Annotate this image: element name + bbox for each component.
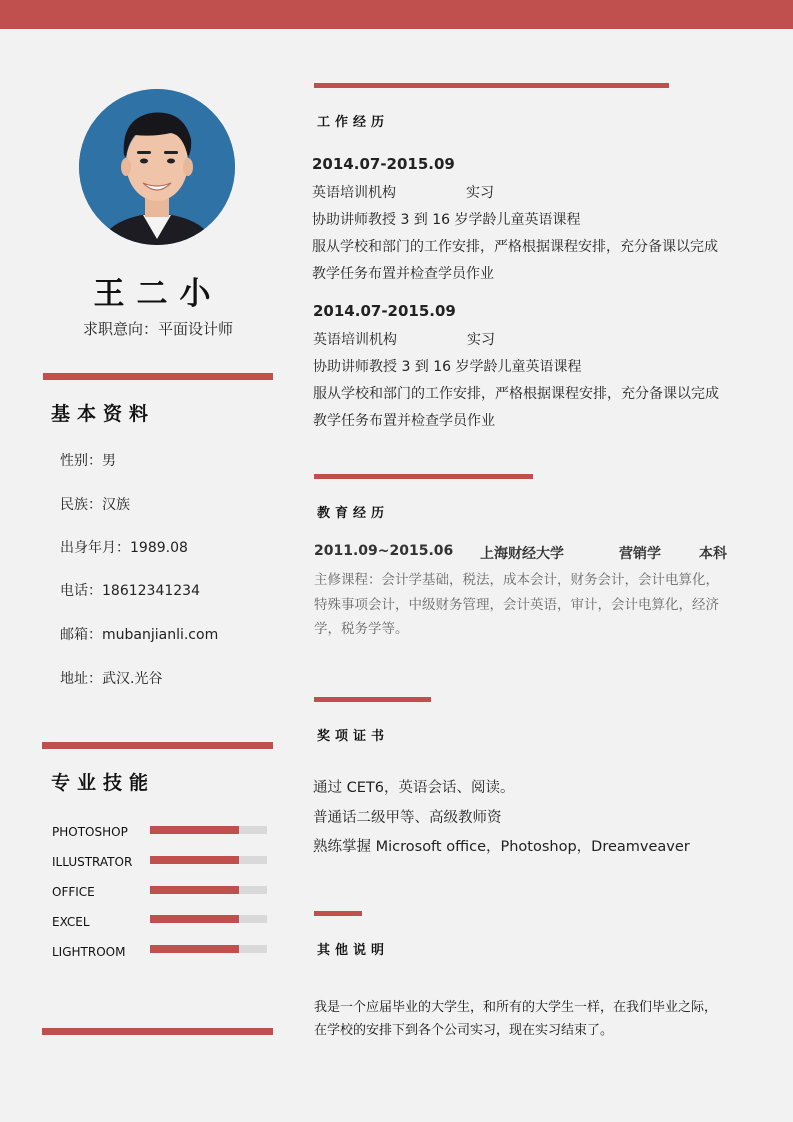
skill-bar <box>150 826 267 834</box>
job-duty: 服从学校和部门的工作安排，严格根据课程安排，充分备课以完成 <box>313 386 719 402</box>
skill-bar-fill <box>150 945 239 953</box>
divider <box>314 474 533 479</box>
skill-name: LIGHTROOM <box>52 945 126 959</box>
divider <box>314 911 362 916</box>
job-duty: 教学任务布置并检查学员作业 <box>312 266 494 282</box>
job-role: 实习 <box>467 332 495 348</box>
certificate-item: 熟练掌握 Microsoft office，Photoshop，Dreamveaver <box>313 839 690 855</box>
divider <box>42 742 273 749</box>
divider <box>314 83 669 88</box>
candidate-name: 王二小 <box>93 276 223 312</box>
person-photo-icon <box>79 89 235 245</box>
education-courses: 特殊事项会计，中级财务管理，会计英语，审计，会计电算化，经济 <box>314 597 719 613</box>
job-date: 2014.07-2015.09 <box>313 302 456 320</box>
other-title: 其他说明 <box>317 943 390 958</box>
divider <box>314 697 431 702</box>
certificates-title: 奖项证书 <box>317 729 390 744</box>
skill-bar-fill <box>150 856 239 864</box>
skill-name: OFFICE <box>52 885 95 899</box>
certificate-item: 通过 CET6，英语会话、阅读。 <box>313 780 515 796</box>
skill-bar <box>150 856 267 864</box>
job-objective: 求职意向：平面设计师 <box>82 320 233 338</box>
divider <box>42 1028 273 1035</box>
job-duty: 协助讲师教授 3 到 16 岁学龄儿童英语课程 <box>313 359 582 375</box>
skill-bar <box>150 945 267 953</box>
job-duty: 协助讲师教授 3 到 16 岁学龄儿童英语课程 <box>312 212 581 228</box>
info-phone: 电话：18612341234 <box>60 583 200 599</box>
education-period: 2011.09~2015.06 <box>314 543 454 559</box>
job-duty: 教学任务布置并检查学员作业 <box>313 413 495 429</box>
education-courses: 学，税务学等。 <box>314 621 409 637</box>
info-email: 邮箱：mubanjianli.com <box>60 627 219 643</box>
skill-bar-fill <box>150 886 239 894</box>
job-date: 2014.07-2015.09 <box>312 155 455 173</box>
job-org: 英语培训机构 <box>312 185 396 201</box>
education-title: 教育经历 <box>317 506 390 521</box>
skill-bar <box>150 886 267 894</box>
certificate-item: 普通话二级甲等、高级教师资 <box>313 810 502 826</box>
avatar <box>79 89 235 245</box>
education-major: 营销学 <box>619 546 661 562</box>
skills-title: 专业技能 <box>51 772 156 794</box>
skill-name: PHOTOSHOP <box>52 825 128 839</box>
education-school: 上海财经大学 <box>480 546 564 562</box>
job-role: 实习 <box>466 185 494 201</box>
education-courses: 主修课程：会计学基础，税法，成本会计，财务会计，会计电算化， <box>314 572 719 588</box>
info-birthdate: 出身年月：1989.08 <box>60 540 188 556</box>
skill-bar-fill <box>150 826 239 834</box>
skill-bar-fill <box>150 915 239 923</box>
info-gender: 性别：男 <box>60 453 116 469</box>
job-org: 英语培训机构 <box>313 332 397 348</box>
divider <box>43 373 273 380</box>
top-accent-bar <box>0 0 793 29</box>
work-title: 工作经历 <box>317 115 390 130</box>
skill-name: ILLUSTRATOR <box>52 855 133 869</box>
job-duty: 服从学校和部门的工作安排，严格根据课程安排，充分备课以完成 <box>312 239 718 255</box>
other-text: 我是一个应届毕业的大学生，和所有的大学生一样，在我们毕业之际， <box>314 1000 718 1015</box>
education-degree: 本科 <box>699 546 727 562</box>
info-address: 地址：武汉.光谷 <box>60 671 163 687</box>
other-text: 在学校的安排下到各个公司实习，现在实习结束了。 <box>314 1023 614 1038</box>
skill-bar <box>150 915 267 923</box>
info-ethnicity: 民族：汉族 <box>60 497 130 513</box>
basic-info-title: 基本资料 <box>51 403 156 425</box>
skill-name: EXCEL <box>52 915 90 929</box>
